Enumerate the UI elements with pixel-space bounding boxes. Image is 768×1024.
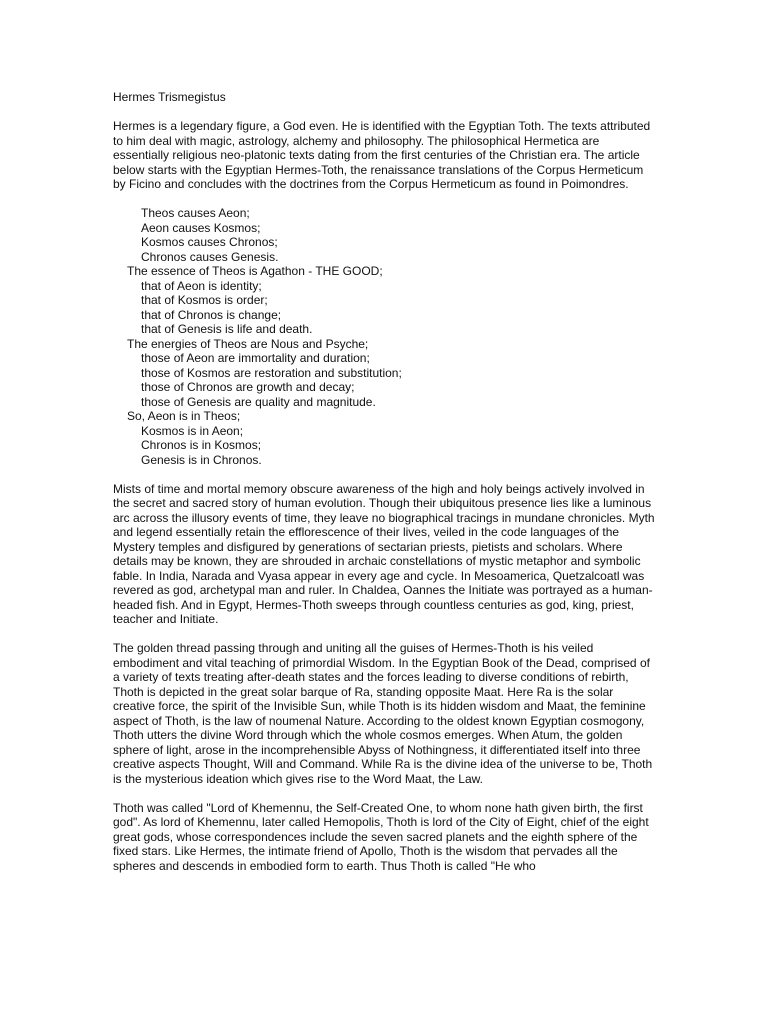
verse-line: that of Aeon is identity; xyxy=(141,278,262,293)
verse-line: that of Genesis is life and death. xyxy=(141,322,313,336)
verse-line: that of Kosmos is order; xyxy=(141,293,268,307)
verse-line: Kosmos is in Aeon; xyxy=(141,423,244,438)
verse-line: Chronos causes Genesis. xyxy=(141,249,279,264)
verse-line: Kosmos causes Chronos; xyxy=(141,235,278,249)
verse-line: Chronos is in Kosmos; xyxy=(141,438,262,452)
verse-line: Genesis is in Chronos. xyxy=(141,452,262,467)
verse-line: that of Chronos is change; xyxy=(141,307,282,322)
verse-line: The essence of Theos is Agathon - THE GOOD; xyxy=(127,264,383,278)
verse-line: Theos causes Aeon; xyxy=(141,206,250,220)
verse-line: those of Aeon are immortality and duration; xyxy=(141,351,370,365)
body-paragraph: The golden thread passing through and uniting all the guises of Hermes-Thoth is his veiled embodiment and vital teaching of primordial Wisdom. In the Egyptian Book of the Dead, comprised of a variety of texts treating after-death states and the forces leading to diverse conditions of rebirth, Thoth is depicted in the great solar barque of Ra, standing opposite Maat. Here Ra is the solar creative force, the spirit of the Invisible Sun, while Thoth is its hidden wisdom and Maat, the feminine aspect of Thoth, is the law of noumenal Nature. According to the oldest known Egyptian cosmogony, Thoth utters the divine Word through which the whole cosmos emerges. When Atum, the golden sphere of light, arose in the incomprehensible Abyss of Nothingness, it differentiated itself into three creative aspects Thought, Will and Command. While Ra is the divine idea of the universe to be, Thoth is the mysterious ideation which gives rise to the Word Maat, the Law. xyxy=(113,641,653,786)
verse-line: Aeon causes Kosmos; xyxy=(141,220,261,235)
verse-line: those of Chronos are growth and decay; xyxy=(141,380,355,394)
document-title: Hermes Trismegistus xyxy=(113,90,226,104)
verse-line: The energies of Theos are Nous and Psyche; xyxy=(127,336,369,351)
verse-line: those of Kosmos are restoration and substitution; xyxy=(141,365,402,380)
document-page xyxy=(113,90,658,888)
verse-line: those of Genesis are quality and magnitude. xyxy=(141,394,376,409)
body-paragraph: Mists of time and mortal memory obscure awareness of the high and holy beings actively involved in the secret and sacred story of human evolution. Though their ubiquitous presence lies like a luminous arc across the illusory events of time, they leave no biographical tracings in mundane chronicles. Myth and legend essentially retain the efflorescence of their lives, veiled in the code languages of the Mystery temples and disfigured by generations of sectarian priests, pietists and scholars. Where details may be known, they are shrouded in archaic constellations of mystic metaphor and symbolic fable. In India, Narada and Vyasa appear in every age and cycle. In Mesoamerica, Quetzalcoatl was revered as god, archetypal man and ruler. In Chaldea, Oannes the Initiate was portrayed as a human-headed fish. And in Egypt, Hermes-Thoth sweeps through countless centuries as god, king, priest, teacher and Initiate. xyxy=(113,481,655,626)
verse-block xyxy=(113,206,658,467)
body-paragraph: Thoth was called "Lord of Khemennu, the Self-Created One, to whom none hath given birth, the first god". As lord of Khemennu, later called Hemopolis, Thoth is lord of the City of Eight, chief of the eight great gods, whose correspondences include the seven sacred planets and the eighth sphere of the fixed stars. Like Hermes, the intimate friend of Apollo, Thoth is the wisdom that pervades all the spheres and descends in embodied form to earth. Thus Thoth is called "He who xyxy=(113,800,649,873)
intro-paragraph: Hermes is a legendary figure, a God even. He is identified with the Egyptian Toth. The texts attributed to him deal with magic, astrology, alchemy and philosophy. The philosophical Hermetica are essentially religious neo-platonic texts dating from the first centuries of the Christian era. The article below starts with the Egyptian Hermes-Toth, the renaissance translations of the Corpus Hermeticum by Ficino and concludes with the doctrines from the Corpus Hermeticum as found in Poimondres. xyxy=(113,119,651,191)
verse-line: So, Aeon is in Theos; xyxy=(127,409,241,423)
